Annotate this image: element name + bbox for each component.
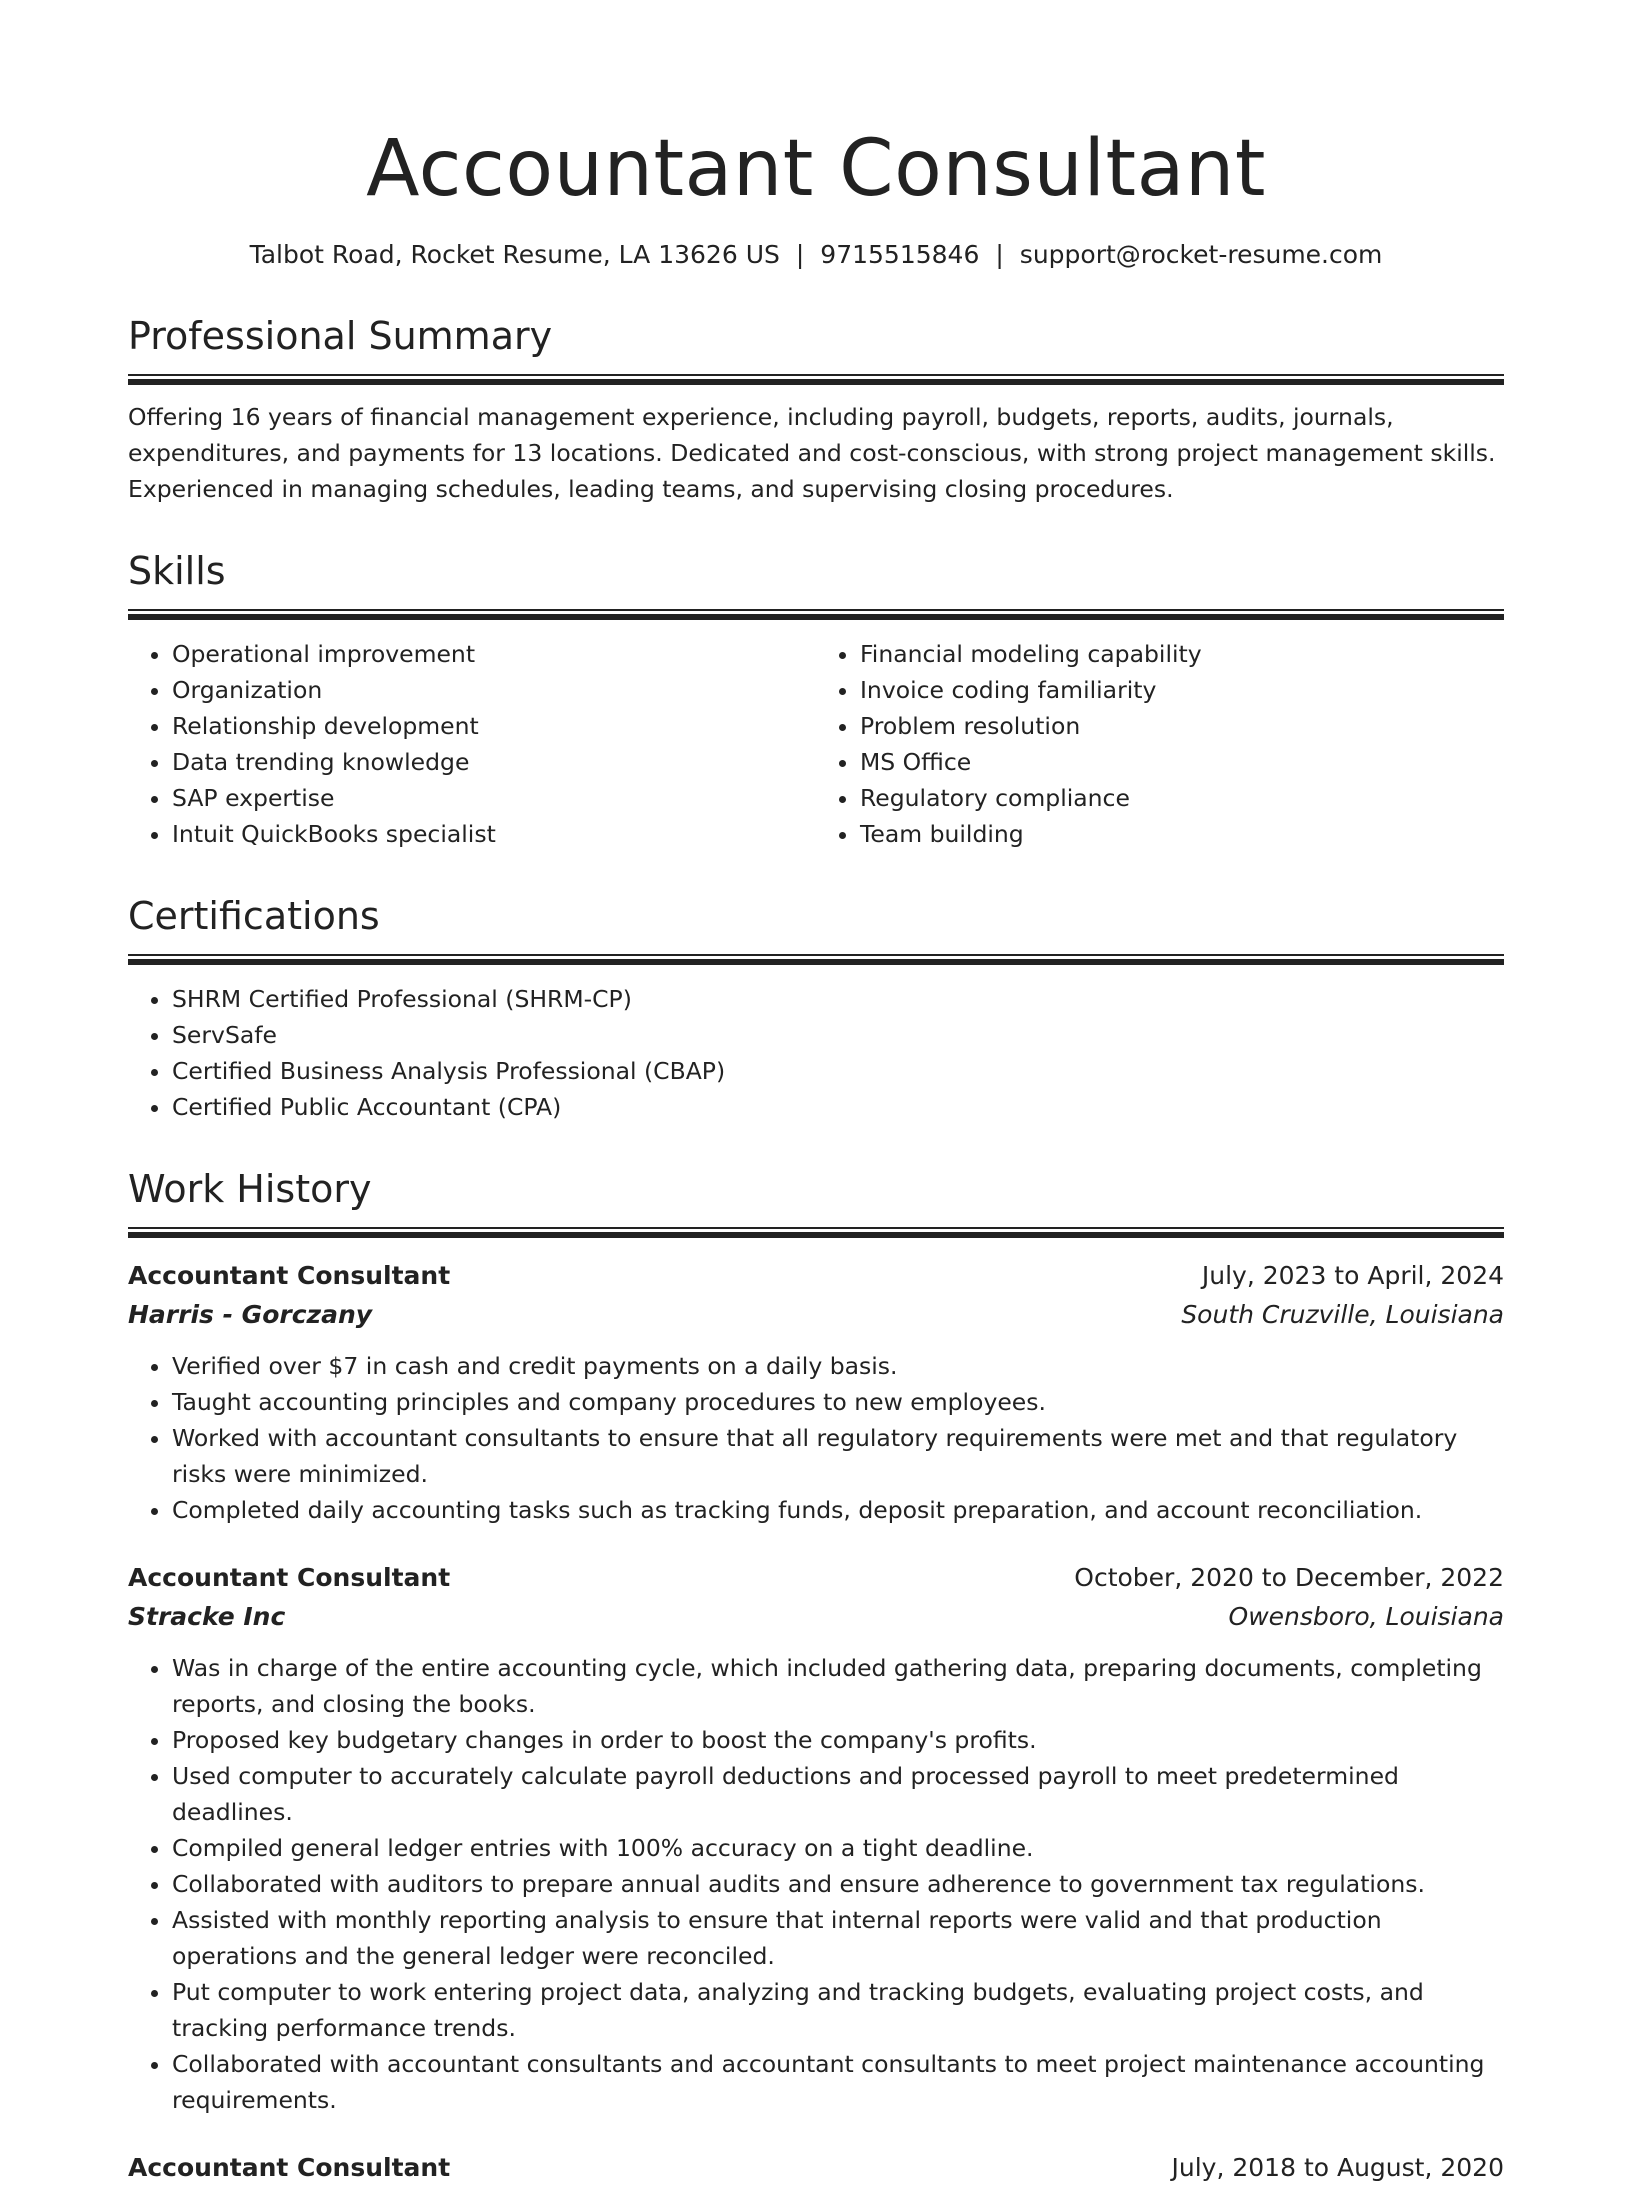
contact-separator: |: [995, 240, 1004, 269]
list-item: • Assisted with monthly reporting analysis to ensure that internal reports were valid and that production operations and the general ledger were reconciled.: [172, 1902, 1504, 1974]
list-item: • Problem resolution: [860, 708, 1504, 744]
list-item: • Financial modeling capability: [860, 636, 1504, 672]
job-title: Accountant Consultant: [128, 1563, 451, 1592]
list-item: • Worked with accountant consultants to ensure that all regulatory requirements were met and that regulatory risks were minimized.: [172, 1420, 1504, 1492]
list-item: • Intuit QuickBooks specialist: [172, 816, 816, 852]
list-item: • Was in charge of the entire accounting cycle, which included gathering data, preparing documents, completing reports, and closing the books.: [172, 1650, 1504, 1722]
section-title-certifications: Certifications: [128, 894, 380, 938]
section-divider: [128, 609, 1504, 620]
job-entry: [128, 1558, 1504, 2118]
list-item: • MS Office: [860, 744, 1504, 780]
list-item: • Organization: [172, 672, 816, 708]
list-item: • Proposed key budgetary changes in order to boost the company's profits.: [172, 1722, 1504, 1758]
contact-email: support@rocket-resume.com: [1019, 240, 1383, 269]
list-item: • Relationship development: [172, 708, 816, 744]
list-item: • Completed daily accounting tasks such as tracking funds, deposit preparation, and account reconciliation.: [172, 1492, 1504, 1528]
skills-left-list: [128, 636, 816, 852]
skills-section: [128, 547, 1504, 852]
job-title: Accountant Consultant: [128, 1261, 451, 1290]
job-company-row: [128, 1597, 1504, 1636]
list-item: • Compiled general ledger entries with 100% accuracy on a tight deadline.: [172, 1830, 1504, 1866]
list-item: • ServSafe: [172, 1017, 1504, 1053]
certifications-section: [128, 892, 1504, 1125]
list-item: • Data trending knowledge: [172, 744, 816, 780]
job-bullets: [128, 1650, 1504, 2118]
jobs-list: [128, 1256, 1504, 2187]
list-item: • Certified Public Accountant (CPA): [172, 1089, 1504, 1125]
job-header-row: [128, 2148, 1504, 2187]
job-company: Stracke Inc: [128, 1602, 286, 1631]
job-company: Harris - Gorczany: [128, 1300, 373, 1329]
list-item: • Taught accounting principles and company procedures to new employees.: [172, 1384, 1504, 1420]
job-location: South Cruzville, Louisiana: [1181, 1300, 1504, 1329]
list-item: • Verified over $7 in cash and credit payments on a daily basis.: [172, 1348, 1504, 1384]
list-item: • Certified Business Analysis Professional (CBAP): [172, 1053, 1504, 1089]
summary-text: Offering 16 years of financial management experience, including payroll, budgets, reports, audits, journals, expenditures, and payments for 13 locations. Dedicated and cost-conscious, with strong project management skills. Experienced in managing schedules, leading teams, and supervising closing procedures.: [128, 403, 1496, 503]
contact-line: [128, 238, 1504, 272]
list-item: • Team building: [860, 816, 1504, 852]
list-item: • Put computer to work entering project data, analyzing and tracking budgets, evaluating project costs, and tracking performance trends.: [172, 1974, 1504, 2046]
job-header-row: [128, 1558, 1504, 1597]
summary-section: [128, 312, 1504, 507]
contact-address: Talbot Road, Rocket Resume, LA 13626 US: [249, 240, 780, 269]
list-item: • Invoice coding familiarity: [860, 672, 1504, 708]
contact-phone: 9715515846: [820, 240, 980, 269]
skills-right-list: [816, 636, 1504, 852]
list-item: • SAP expertise: [172, 780, 816, 816]
resume-content: [128, 118, 1504, 2187]
job-company-row: [128, 1295, 1504, 1334]
job-dates: July, 2018 to August, 2020: [1171, 2153, 1504, 2182]
job-location: Owensboro, Louisiana: [1228, 1602, 1504, 1631]
section-divider: [128, 1227, 1504, 1238]
section-divider: [128, 954, 1504, 965]
job-title: Accountant Consultant: [128, 2153, 451, 2182]
list-item: • Operational improvement: [172, 636, 816, 672]
list-item: • Collaborated with accountant consultants and accountant consultants to meet project maintenance accounting requirements.: [172, 2046, 1504, 2118]
list-item: • SHRM Certified Professional (SHRM-CP): [172, 981, 1504, 1017]
job-bullets: [128, 1348, 1504, 1528]
resume-name: Accountant Consultant: [366, 124, 1266, 214]
contact-separator: |: [795, 240, 805, 269]
work-section: [128, 1165, 1504, 2187]
section-divider: [128, 374, 1504, 385]
list-item: • Collaborated with auditors to prepare annual audits and ensure adherence to government tax regulations.: [172, 1866, 1504, 1902]
job-header-row: [128, 1256, 1504, 1295]
section-title-summary: Professional Summary: [128, 314, 553, 358]
job-entry: [128, 1256, 1504, 1528]
skills-columns: [128, 636, 1504, 852]
section-title-work: Work History: [128, 1167, 372, 1211]
list-item: • Used computer to accurately calculate payroll deductions and processed payroll to meet predetermined deadlines.: [172, 1758, 1504, 1830]
job-entry: [128, 2148, 1504, 2187]
section-title-skills: Skills: [128, 549, 226, 593]
certifications-list: [128, 981, 1504, 1125]
list-item: • Regulatory compliance: [860, 780, 1504, 816]
job-dates: July, 2023 to April, 2024: [1201, 1261, 1504, 1290]
job-dates: October, 2020 to December, 2022: [1074, 1563, 1504, 1592]
